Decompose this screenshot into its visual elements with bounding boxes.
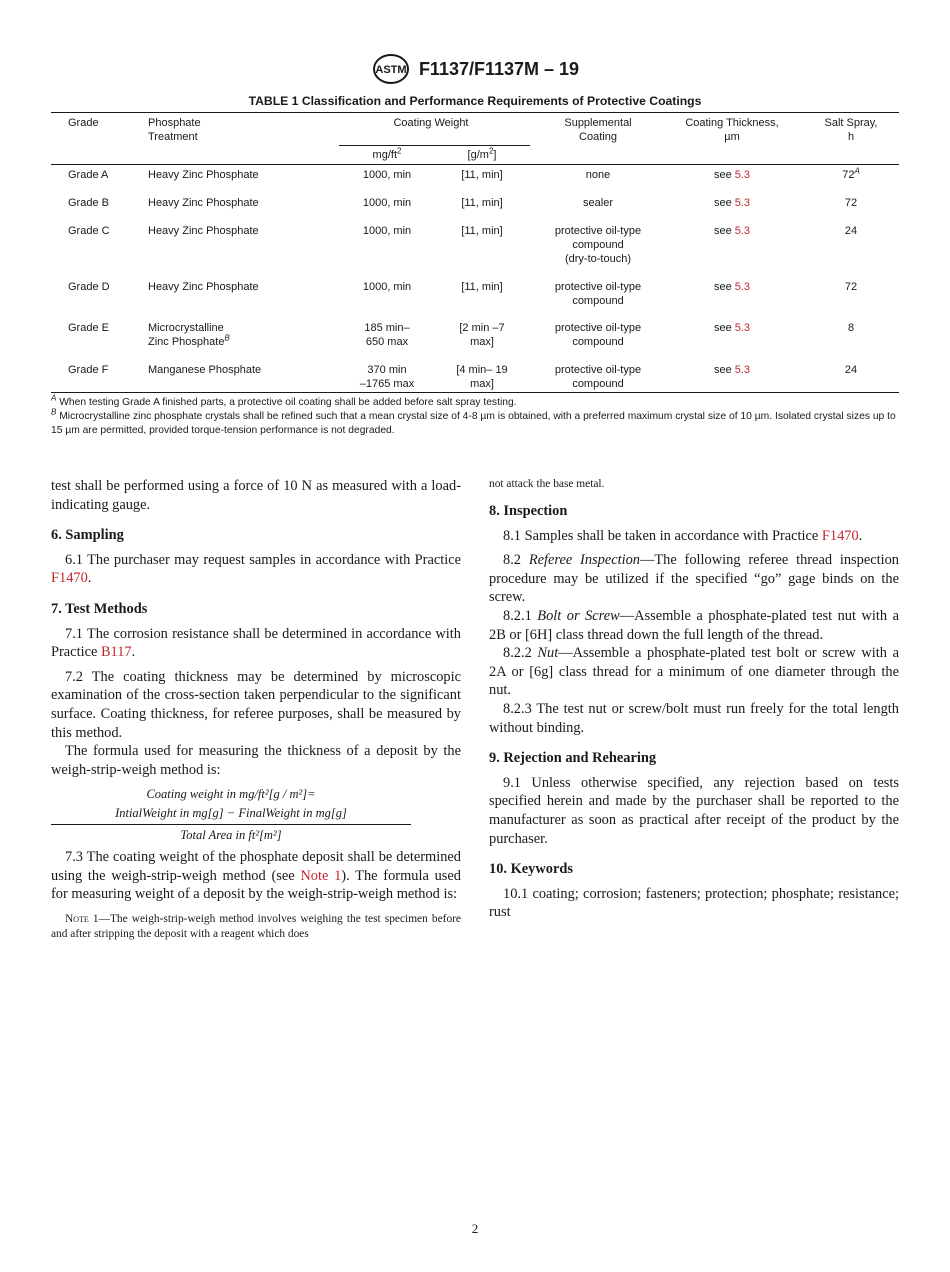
cell-salt-spray: $72^A$ — [842, 166, 860, 181]
paragraph-8-1: 8.1 Samples shall be taken in accordance with Practice F1470. — [503, 527, 863, 544]
cell-treatment: Heavy Zinc Phosphate — [148, 197, 259, 209]
header-unit-mgft2: $mg/ft^2$ — [372, 146, 402, 161]
cell-supplemental: none — [585, 169, 611, 181]
section-heading: 9. Rejection and Rehearing — [489, 750, 657, 767]
cell-grade: Grade C — [68, 225, 110, 237]
link-section-5-3[interactable]: 5.3 — [734, 364, 751, 376]
cell-supplemental: protective oil-type compound — [554, 364, 642, 390]
cell-weight-gm2: [2 min –7 max] — [459, 322, 505, 348]
paragraph-10-1: 10.1 coating; corrosion; fasteners; protection; phosphate; resistance; rust — [489, 885, 899, 921]
link-note-1[interactable]: Note 1 — [300, 867, 342, 884]
cell-weight-gm2: [11, min] — [461, 225, 503, 237]
cell-weight-mgft2: 1000, min — [362, 225, 412, 237]
table-footnote-a: $^A$ When testing Grade A finished parts, a protective oil coating shall be added before salt spray testing. — [51, 393, 517, 408]
paragraph-7-1: 7.1 The corrosion resistance shall be determined in accordance with Practice B117. — [51, 625, 461, 661]
paragraph-7-3: 7.3 The coating weight of the phosphate deposit shall be determined using the weigh-strip-weigh method (see Note 1). The formula used for measuring weight of a deposit by the weigh-strip-weigh method is: — [51, 849, 461, 903]
paragraph-7-2b: The formula used for measuring the thickness of a deposit by the weigh-strip-weigh method is: — [51, 743, 461, 778]
cell-treatment: Heavy Zinc Phosphate — [148, 169, 259, 181]
cell-grade: Grade E — [68, 322, 109, 334]
link-f1470-2[interactable]: F1470 — [821, 527, 859, 544]
header-salt-spray: Salt Spray, h — [824, 117, 878, 143]
cell-weight-gm2: [11, min] — [461, 197, 503, 209]
logo-text: ASTM — [375, 64, 407, 76]
paragraph: test shall be performed using a force of 10 N as measured with a load-indicating gauge. — [51, 478, 461, 513]
cell-thickness: see 5.3 — [713, 281, 751, 293]
cell-supplemental: protective oil-type compound — [554, 281, 642, 307]
cell-grade: Grade B — [68, 197, 109, 209]
cell-weight-gm2: [4 min– 19 max] — [456, 364, 508, 390]
cell-weight-mgft2: 370 min –1765 max — [359, 364, 415, 390]
thickness-formula: Coating weight in mg/ft²[g / m²]= IntialWeight in mg[g] − FinalWeight in mg[g] Total Area in ft²[m²] — [51, 785, 411, 844]
cell-salt-spray: 24 — [844, 225, 858, 237]
right-column — [489, 477, 899, 922]
cell-grade: Grade F — [68, 364, 109, 376]
cell-thickness: see 5.3 — [713, 364, 751, 376]
cell-supplemental: sealer — [583, 197, 613, 209]
paragraph-8-2-1: 8.2.1 Bolt or Screw—Assemble a phosphate-plated test nut with a 2B or [6H] class thread down the full length of the thread. — [489, 607, 899, 643]
cell-salt-spray: 8 — [847, 322, 855, 334]
cell-thickness: see 5.3 — [713, 322, 751, 334]
section-heading: 6. Sampling — [51, 527, 124, 544]
cell-thickness: see 5.3 — [713, 169, 751, 181]
link-section-5-3[interactable]: 5.3 — [734, 169, 751, 181]
cell-supplemental: protective oil-type compound — [554, 322, 642, 348]
cell-treatment: Heavy Zinc Phosphate — [148, 225, 259, 237]
header-unit-gm2: $[g/m^2]$ — [467, 146, 497, 161]
cell-treatment: Manganese Phosphate — [148, 364, 262, 376]
paragraph-8-2: 8.2 Referee Inspection—The following referee thread inspection procedure may be utilized if the specified “go” gage binds on the screw. — [489, 552, 899, 606]
note-1-continued: not attack the base metal. — [489, 478, 605, 490]
cell-treatment: Heavy Zinc Phosphate — [148, 281, 259, 293]
cell-salt-spray: 72 — [844, 281, 858, 293]
cell-salt-spray: 72 — [844, 197, 858, 209]
cell-weight-gm2: [11, min] — [461, 281, 503, 293]
link-section-5-3[interactable]: 5.3 — [734, 322, 751, 334]
cell-weight-mgft2: 1000, min — [362, 197, 412, 209]
cell-weight-mgft2: 1000, min — [362, 281, 412, 293]
link-section-5-3[interactable]: 5.3 — [734, 281, 751, 293]
page-number: 2 — [471, 1221, 479, 1236]
cell-weight-gm2: [11, min] — [461, 169, 503, 181]
paragraph-6-1: 6.1 The purchaser may request samples in accordance with Practice F1470. — [51, 551, 461, 587]
header-treatment: Phosphate Treatment — [148, 117, 201, 143]
cell-weight-mgft2: 1000, min — [362, 169, 412, 181]
page-header — [0, 54, 950, 84]
cell-weight-mgft2: 185 min– 650 max — [364, 322, 410, 348]
header-thickness: Coating Thickness, µm — [685, 117, 779, 143]
table-title: TABLE 1 Classification and Performance Requirements of Protective Coatings — [248, 94, 702, 108]
link-section-5-3[interactable]: 5.3 — [734, 197, 751, 209]
paragraph-7-2: 7.2 The coating thickness may be determined by microscopic examination of the cross-section taken perpendicular to the significant surface. Coating thickness, for referee purposes, shall be measured by this method. — [51, 668, 461, 741]
cell-thickness: see 5.3 — [713, 197, 751, 209]
cell-supplemental: protective oil-type compound (dry-to-touch) — [554, 225, 642, 265]
section-heading: 10. Keywords — [489, 861, 573, 878]
classification-table — [51, 112, 899, 394]
note-1: Note 1—The weigh-strip-weigh method involves weighing the test specimen before and after stripping the deposit with a reagent which does — [51, 912, 461, 940]
cell-grade: Grade A — [68, 169, 109, 181]
left-column — [51, 477, 461, 942]
cell-grade: Grade D — [68, 281, 110, 293]
link-b117[interactable]: B117 — [100, 644, 132, 661]
header-supplemental: Supplemental Coating — [564, 117, 632, 143]
section-heading: 8. Inspection — [489, 503, 568, 519]
document-designation: F1137/F1137M – 19 — [418, 58, 580, 79]
link-section-5-3[interactable]: 5.3 — [734, 225, 751, 237]
paragraph-8-2-2: 8.2.2 Nut—Assemble a phosphate-plated test bolt or screw with a 2A or [6g] class thread for a minimum of one diameter through the nut. — [489, 645, 899, 699]
cell-treatment: Microcrystalline Zinc Phosphate$^B$ — [148, 322, 230, 348]
paragraph-9-1: 9.1 Unless otherwise specified, any rejection based on tests specified herein and made by the purchaser shall be reported to the manufacturer as soon as practical after receipt of the product by the purchaser. — [489, 774, 899, 847]
cell-thickness: see 5.3 — [713, 225, 751, 237]
paragraph-8-2-3: 8.2.3 The test nut or screw/bolt must run freely for the total length without binding. — [489, 700, 899, 736]
table-footnote-b: $^B$ Microcrystalline zinc phosphate crystals shall be refined such that a mean crystal size of 4-8 µm is obtained, with a preferred maximum crystal size of 10 µm. Isolated crystal sizes up to 15 µm are permitted, provided torque-tension performance is not degraded. — [51, 407, 896, 436]
cell-salt-spray: 24 — [844, 364, 858, 376]
link-f1470[interactable]: F1470 — [51, 570, 88, 587]
header-grade: Grade — [68, 117, 99, 129]
section-heading: 7. Test Methods — [51, 600, 148, 617]
header-coating-weight: Coating Weight — [393, 117, 469, 129]
astm-logo-icon — [371, 53, 411, 85]
